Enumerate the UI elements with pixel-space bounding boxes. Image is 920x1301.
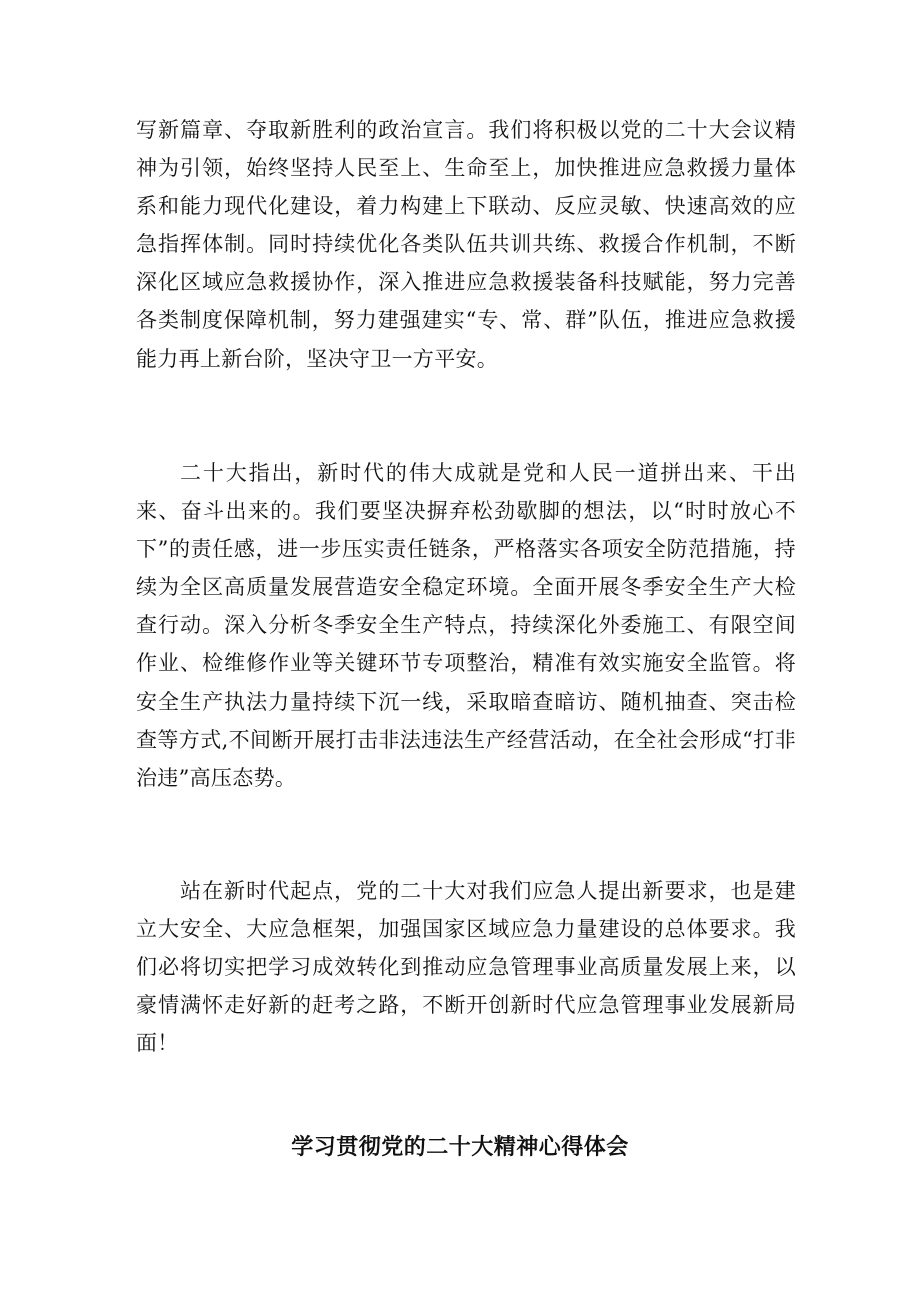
- body-paragraph-continuation: 写新篇章、夺取新胜利的政治宣言。我们将积极以党的二十大会议精神为引领，始终坚持人民至上、生命至上，加快推进应急救援力量体系和能力现代化建设，着力构建上下联动、反应灵敏、快速高效的应急指挥体制。同时持续优化各类队伍共训共练、救援合作机制，不断深化区域应急救援协作，深入推进应急救援装备科技赋能，努力完善各类制度保障机制，努力建强建实“专、常、群”队伍，推进应急救援能力再上新台阶，坚决守卫一方平安。: [136, 118, 796, 371]
- body-paragraph-safety: 二十大指出，新时代的伟大成就是党和人民一道拼出来、干出来、奋斗出来的。我们要坚决摒弃松劲歇脚的想法，以“时时放心不下”的责任感，进一步压实责任链条，严格落实各项安全防范措施，持续为全区高质量发展营造安全稳定环境。全面开展冬季安全生产大检查行动。深入分析冬季安全生产特点，持续深化外委施工、有限空间作业、检维修作业等关键环节专项整治，精准有效实施安全监管。将安全生产执法力量持续下沉一线，采取暗查暗访、随机抽查、突击检查等方式,不间断开展打击非法违法生产经营活动，在全社会形成“打非治违”高压态势。: [136, 461, 796, 790]
- section-title: 学习贯彻党的二十大精神心得体会: [291, 1134, 629, 1160]
- body-paragraph-conclusion: 站在新时代起点，党的二十大对我们应急人提出新要求，也是建立大安全、大应急框架，加强国家区域应急力量建设的总体要求。我们必将切实把学习成效转化到推动应急管理事业高质量发展上来，以豪情满怀走好新的赶考之路，不断开创新时代应急管理事业发展新局面！: [136, 879, 796, 1056]
